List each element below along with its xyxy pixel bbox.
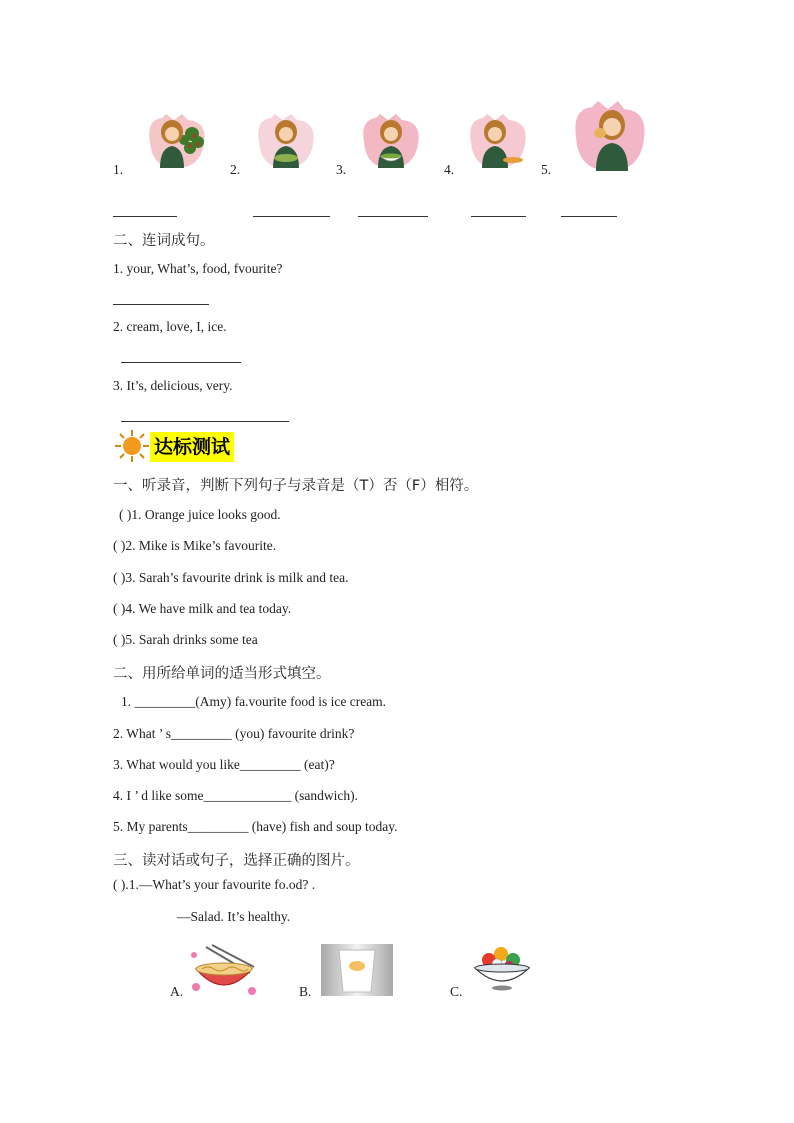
picture-girl-salad — [253, 112, 319, 170]
listen-item-5: ( )5. Sarah drinks some tea — [113, 632, 258, 647]
order-answer-line-3[interactable] — [121, 421, 289, 422]
order-item-1: 1. your, What’s, food, fvourite? — [113, 261, 283, 276]
picture-girl-vegetables — [144, 112, 210, 170]
order-answer-line-2[interactable] — [121, 362, 241, 363]
listen-item-3: ( )3. Sarah’s favourite drink is milk and tea. — [113, 570, 349, 585]
option-a-label[interactable]: A. — [170, 984, 184, 999]
order-answer-line-1[interactable] — [113, 304, 209, 305]
listen-item-1: ( )1. Orange juice looks good. — [119, 507, 281, 522]
answer-line-2[interactable] — [253, 216, 330, 217]
picture-girl-plate — [465, 112, 531, 170]
dialog-question-1: ( ).1.—What’s your favourite fo.od? . — [113, 877, 316, 892]
fill-item-2: 2. What ’ s_________ (you) favourite drink? — [113, 726, 355, 741]
picture-number-4: 4. — [444, 162, 455, 177]
fill-item-1: 1. _________(Amy) fa.vourite food is ice cream. — [121, 694, 387, 709]
glass-of-milk-image[interactable] — [321, 944, 393, 996]
picture-girl-bowl — [358, 112, 424, 170]
fill-item-4: 4. I ’ d like some_____________ (sandwich). — [113, 788, 358, 803]
dialog-answer-1: —Salad. It’s healthy. — [177, 909, 291, 924]
sun-icon — [113, 428, 151, 464]
picture-girl-bread — [570, 99, 650, 173]
listen-item-2: ( )2. Mike is Mike’s favourite. — [113, 538, 277, 553]
section-heading-order: 二、连词成句。 — [113, 233, 215, 249]
section-heading-listen: 一、听录音，判断下列句子与录音是（T）否（F）相符。 — [113, 478, 479, 494]
order-item-3: 3. It’s, delicious, very. — [113, 378, 233, 393]
option-b-label[interactable]: B. — [299, 984, 312, 999]
salad-bowl-image[interactable] — [471, 944, 533, 992]
picture-number-3: 3. — [336, 162, 347, 177]
picture-number-5: 5. — [541, 162, 552, 177]
fill-item-5: 5. My parents_________ (have) fish and soup today. — [113, 819, 398, 834]
section-heading-dialog: 三、读对话或句子，选择正确的图片。 — [113, 853, 360, 869]
picture-number-1: 1. — [113, 162, 124, 177]
fill-item-3: 3. What would you like_________ (eat)? — [113, 757, 335, 772]
banner-title: 达标测试 — [150, 432, 234, 462]
noodles-bowl-image[interactable] — [188, 943, 260, 999]
answer-line-3[interactable] — [358, 216, 428, 217]
answer-line-1[interactable] — [113, 216, 177, 217]
listen-item-4: ( )4. We have milk and tea today. — [113, 601, 292, 616]
order-item-2: 2. cream, love, I, ice. — [113, 319, 227, 334]
picture-number-2: 2. — [230, 162, 241, 177]
answer-line-4[interactable] — [471, 216, 526, 217]
answer-line-5[interactable] — [561, 216, 617, 217]
section-heading-fill: 二、用所给单词的适当形式填空。 — [113, 666, 331, 682]
option-c-label[interactable]: C. — [450, 984, 463, 999]
